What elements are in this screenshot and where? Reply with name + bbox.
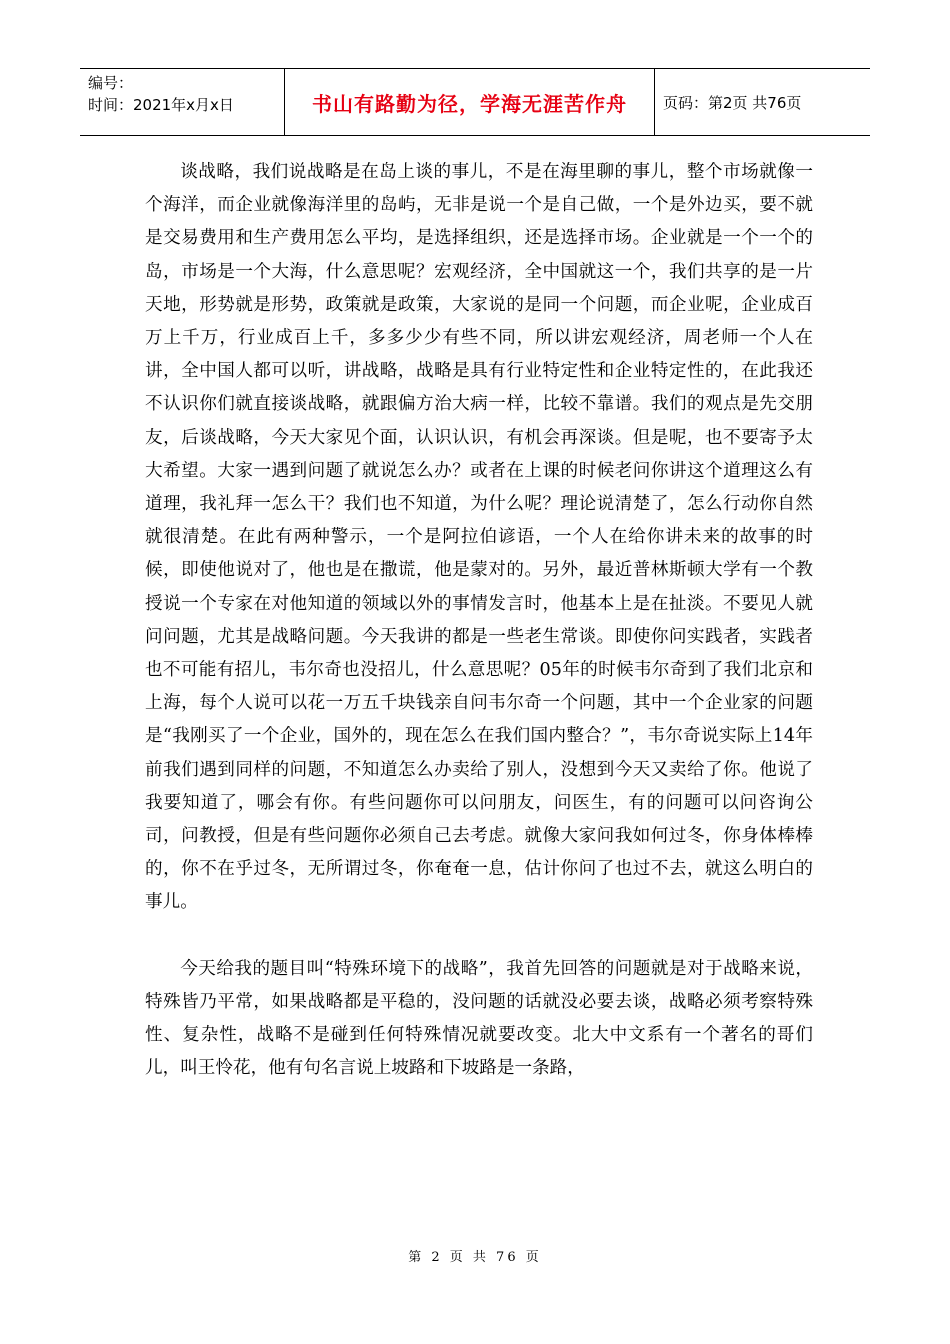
page-footer: 第 2 页 共 76 页: [408, 1250, 542, 1265]
header-page-cell: [655, 69, 870, 135]
header-info-cell: [80, 69, 285, 135]
document-time-label: 时间：2021年x月x日: [88, 96, 234, 114]
body-paragraph: 今天给我的题目叫“特殊环境下的战略”，我首先回答的问题就是对于战略来说，特殊皆乃平常，如果战略都是平稳的，没问题的话就没必要去谈，战略必须考察特殊性、复杂性，战略不是碰到任何特殊情况就要改变。北大中文系有一个著名的哥们儿，叫王怜花，他有句名言说上坡路和下坡路是一条路，: [145, 958, 813, 1079]
header-motto: 书山有路勤为径，学海无涯苦作舟: [312, 91, 627, 116]
header-motto-cell: [285, 69, 655, 135]
header-page-number: 页码：第2页 共76页: [663, 93, 802, 112]
page-header: [80, 68, 870, 136]
body-paragraph: 谈战略，我们说战略是在岛上谈的事儿，不是在海里聊的事儿，整个市场就像一个海洋，而企业就像海洋里的岛屿，无非是说一个是自己做，一个是外边买，要不就是交易费用和生产费用怎么平均，是选择组织，还是选择市场。企业就是一个一个的岛，市场是一个大海，什么意思呢？宏观经济，全中国就这一个，我们共享的是一片天地，形势就是形势，政策就是政策，大家说的是同一个问题，而企业呢，企业成百万上千万，行业成百上千，多多少少有些不同，所以讲宏观经济，周老师一个人在讲，全中国人都可以听，讲战略，战略是具有行业特定性和企业特定性的，在此我还不认识你们就直接谈战略，就跟偏方治大病一样，比较不靠谱。我们的观点是先交朋友，后谈战略，今天大家见个面，认识认识，有机会再深谈。但是呢，也不要寄予太大希望。大家一遇到问题了就说怎么办？或者在上课的时候老问你讲这个道理这么有道理，我礼拜一怎么干？我们也不知道，为什么呢？理论说清楚了，怎么行动你自然就很清楚。在此有两种警示，一个是阿拉伯谚语，一个人在给你讲未来的故事的时候，即使他说对了，他也是在撒谎，他是蒙对的。另外，最近普林斯顿大学有一个教授说一个专家在对他知道的领域以外的事情发言时，他基本上是在扯淡。不要见人就问问题，尤其是战略问题。今天我讲的都是一些老生常谈。即使你问实践者，实践者也不可能有招儿，韦尔奇也没招儿，什么意思呢？05年的时候韦尔奇到了我们北京和上海，每个人说可以花一万五千块钱亲自问韦尔奇一个问题，其中一个企业家的问题是“我刚买了一个企业，国外的，现在怎么在我们国内整合？”，韦尔奇说实际上14年前我们遇到同样的问题，不知道怎么办卖给了别人，没想到今天又卖给了你。他说了我要知道了，哪会有你。有些问题你可以问朋友，问医生，有的问题可以问咨询公司，问教授，但是有些问题你必须自己去考虑。就像大家问我如何过冬，你身体棒棒的，你不在乎过冬，无所谓过冬，你奄奄一息，估计你问了也过不去，就这么明白的事儿。: [145, 162, 813, 913]
document-body: [145, 156, 813, 1085]
document-number-label: 编号：: [88, 74, 134, 92]
